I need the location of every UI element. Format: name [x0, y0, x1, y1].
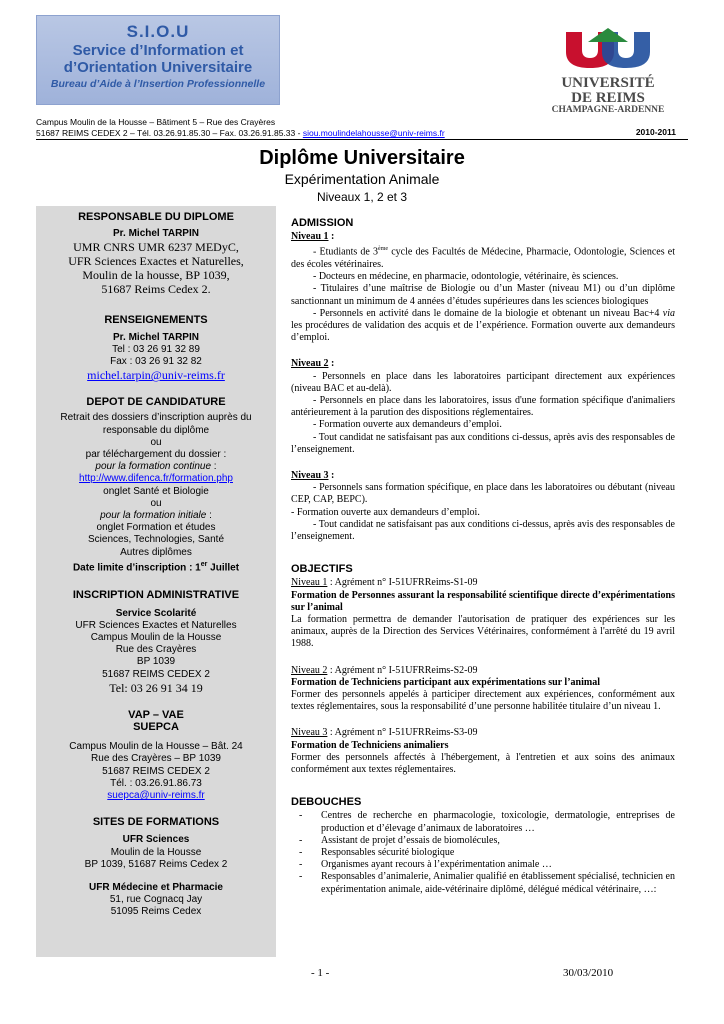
admission-n2-a2: - Personnels en place dans les laboratoires, issus d'une formation spécifique d'animaliers antérieurement à la parution des dispositions réglementaires. — [291, 394, 675, 419]
page-subtitle: Expérimentation Animale — [284, 171, 440, 187]
depot-l10: Sciences, Technologies, Santé — [87, 534, 224, 546]
objectif-2-title: Formation de Techniciens participant aux expérimentations sur l’animal — [291, 676, 600, 688]
sites-l6: 51095 Reims Cedex — [110, 906, 202, 918]
admission-heading: ADMISSION — [291, 217, 354, 229]
depot-l9: onglet Formation et études — [96, 522, 216, 534]
objectif-3-title: Formation de Techniciens animaliers — [291, 739, 449, 751]
inscription-heading: INSCRIPTION ADMINISTRATIVE — [72, 589, 240, 602]
debouche-text: Assistant de projet d’essais de biomolécules, — [321, 834, 500, 846]
vap-heading-2: SUEPCA — [133, 721, 179, 734]
vap-l1: Campus Moulin de la Housse – Bât. 24 — [69, 741, 243, 753]
level-1-label: Niveau 1 — [291, 231, 329, 243]
renseignements-tel: Tel : 03 26 91 32 89 — [112, 343, 200, 355]
depot-l11: Autres diplômes — [120, 546, 192, 558]
obj-1-agr: : Agrément n° I-51UFRReims-S1-09 — [327, 577, 478, 589]
siou-email-link[interactable]: siou.moulindelahousse@univ-reims.fr — [302, 128, 445, 138]
depot-heading: DEPOT DE CANDIDATURE — [86, 396, 226, 409]
vap-heading-1: VAP – VAE — [128, 708, 184, 721]
objectif-1-title: Formation de Personnes assurant la responsabilité scientifique directe d’expérimentations sur l’animal — [291, 589, 675, 613]
objectif-1-text: La formation permettra de demander l'autorisation de pratiquer des expériences sur les animaux, auprès de la Direction des Services Vétérinaires, conformément à l'arrêté du 19 avril 1988. — [291, 614, 675, 650]
n1-a4-via: via — [662, 307, 675, 319]
depot-l2: responsable du diplôme — [102, 424, 210, 436]
debouche-text: Responsables d’animalerie, Animalier qualifié en établissement spécialisé, technicien en expérimentation animale, aide-vétérinaire diplômé, délégué médical vétérinaire, …: — [321, 871, 675, 895]
responsable-name: Pr. Michel TARPIN — [113, 228, 199, 240]
university-logo — [543, 28, 673, 113]
page-levels: Niveaux 1, 2 et 3 — [316, 190, 408, 204]
renseignements-heading: RENSEIGNEMENTS — [104, 314, 208, 327]
address-line-1: Campus Moulin de la Housse – Bâtiment 5 – Rue des Crayères — [36, 117, 276, 127]
sites-l3: BP 1039, 51687 Reims Cedex 2 — [84, 858, 228, 870]
objectif-3-agrement — [291, 727, 675, 739]
admission-n1-label: Niveau 1 : — [291, 231, 335, 243]
objectifs-heading: OBJECTIFS — [291, 563, 353, 576]
page-title: Diplôme Universitaire — [259, 147, 465, 169]
banner-line-2: Service d’Information et — [72, 42, 244, 59]
banner-acronym: S.I.O.U — [126, 22, 190, 41]
inscription-l2: UFR Sciences Exactes et Naturelles — [75, 619, 237, 631]
logo-line-1: UNIVERSITÉ — [561, 75, 655, 91]
admission-n3-a2: - Formation ouverte aux demandeurs d’emploi. — [291, 506, 480, 518]
list-item: - Responsables sécurité biologique — [299, 847, 455, 859]
main-content — [291, 213, 675, 896]
list-item: - Assistant de projet d’essais de biomolécules, — [299, 834, 500, 846]
admission-n2-a1: - Personnels en place dans les laboratoires participant directement aux expériences (niveau BAC et au-delà). — [291, 370, 675, 394]
sites-l4: UFR Médecine et Pharmacie — [89, 882, 223, 894]
sites-l1: UFR Sciences — [122, 834, 190, 846]
deadline-text: Date limite d’inscription : 1 — [72, 562, 201, 574]
n1-a1-start: - Etudiants de 3 — [313, 246, 379, 258]
level-3-label: Niveau 3 — [291, 469, 329, 481]
deadline-month: Juillet — [207, 562, 240, 574]
banner-line-3: d’Orientation Universitaire — [63, 59, 253, 76]
responsable-l1: UMR CNRS UMR 6237 MEDyC, — [73, 240, 239, 255]
depot-continue: pour la formation continue — [95, 461, 212, 473]
obj-3-agr: : Agrément n° I-51UFRReims-S3-09 — [327, 727, 478, 739]
admission-n3-a3: - Tout candidat ne satisfaisant pas aux conditions ci-dessus, après avis des responsables de l’enseignement. — [291, 518, 675, 542]
n1-a1-end: cycle des Facultés de Médecine, Pharmacie, Odontologie, Sciences et des écoles vétérinaires. — [291, 246, 675, 270]
depot-colon-2: : — [206, 510, 212, 522]
inscription-l6: 51687 REIMS CEDEX 2 — [102, 668, 210, 680]
page-number: - 1 - — [311, 967, 330, 979]
inscription-l4: Rue des Crayères — [115, 644, 197, 656]
address-line-2 — [36, 128, 445, 139]
debouches-heading: DEBOUCHES — [291, 796, 362, 809]
obj-1-level: Niveau 1 — [291, 577, 328, 589]
inscription-l7: Tel: 03 26 91 34 19 — [109, 680, 203, 695]
depot-l7: ou — [150, 497, 162, 509]
banner-line-4: Bureau d’Aide à l’Insertion Professionnelle — [50, 78, 266, 90]
sites-heading: SITES DE FORMATIONS — [92, 816, 220, 829]
depot-l4: par téléchargement du dossier : — [85, 449, 227, 461]
renseignements-fax: Fax : 03 26 91 32 82 — [110, 356, 202, 368]
responsable-l2: UFR Sciences Exactes et Naturelles, — [68, 254, 244, 269]
depot-l8 — [36, 510, 276, 522]
admission-n1-a2: - Docteurs en médecine, en pharmacie, odontologie, vétérinaire, ès sciences. — [313, 271, 619, 283]
responsable-l4: 51687 Reims Cedex 2. — [101, 282, 211, 297]
objectif-3-text: Former des personnels affectés à l'hébergement, à l'entretien et aux soins des animaux conformément aux textes réglementaires. — [291, 751, 675, 776]
admission-n1-a1 — [291, 243, 675, 271]
depot-initiale: pour la formation initiale — [100, 510, 207, 522]
depot-deadline — [36, 559, 276, 575]
responsable-heading: RESPONSABLE DU DIPLOME — [78, 211, 234, 223]
n1-a4-end: les procédures de validation des acquis et de l’expérience. Formation ouverte aux demandeurs d’emploi. — [291, 319, 675, 344]
academic-year: 2010-2011 — [635, 127, 676, 137]
obj-2-agr: : Agrément n° I-51UFRReims-S2-09 — [327, 664, 478, 676]
admission-n1-a4 — [291, 308, 675, 345]
objectif-1-agrement — [291, 577, 675, 589]
debouche-text: Responsables sécurité biologique — [321, 847, 455, 859]
responsable-l3: Moulin de la housse, BP 1039, — [82, 268, 230, 283]
n1-a1-sup: ème — [378, 246, 389, 253]
vap-l2: Rue des Crayères – BP 1039 — [91, 753, 221, 765]
inscription-l3: Campus Moulin de la Housse — [90, 632, 222, 643]
deadline-sup: er — [200, 560, 208, 568]
logo-line-2: DE REIMS — [571, 90, 645, 106]
depot-l6: onglet Santé et Biologie — [103, 485, 209, 497]
depot-l3: ou — [150, 436, 162, 448]
university-emblem-icon — [558, 28, 658, 70]
objectif-2-text: Former des personnels appelés à participer directement aux expériences, conformément aux textes réglementaires, sous la responsabilité d’une personne habilitée titulaire d’un niveau 1. — [291, 689, 675, 713]
footer-date: 30/03/2010 — [563, 967, 614, 979]
list-item: - Organismes ayant recours à l’expérimentation animale … — [299, 859, 552, 871]
vap-l4: Tél. : 03.26.91.86.73 — [110, 777, 202, 789]
sites-l5: 51, rue Cognacq Jay — [109, 894, 203, 906]
renseignements-name: Pr. Michel TARPIN — [113, 331, 199, 343]
depot-l5 — [36, 461, 276, 473]
obj-3-level: Niveau 3 — [291, 727, 328, 739]
siou-banner — [36, 15, 280, 105]
header-divider — [36, 139, 688, 140]
info-sidebar — [36, 206, 276, 957]
vap-l3: 51687 REIMS CEDEX 2 — [102, 765, 210, 777]
depot-l1: Retrait des dossiers d’inscription auprès du — [60, 412, 252, 424]
sites-l2: Moulin de la Housse — [110, 846, 202, 858]
debouche-text: Centres de recherche en pharmacologie, toxicologie, dermatologie, entreprises de production et d’élevage d’animaux de laboratoires … — [321, 810, 675, 834]
header-address — [36, 117, 445, 139]
admission-n1-a3: - Titulaires d’une maîtrise de Biologie ou d’un Master (niveau M1) ou d’un diplôme sanctionnant un minimum de 4 années d’études supérieures dans les sciences biologiques — [291, 283, 675, 307]
suepca-email-link[interactable]: suepca@univ-reims.fr — [107, 790, 205, 802]
objectif-2-agrement — [291, 665, 675, 677]
admission-n2-a4: - Tout candidat ne satisfaisant pas aux conditions ci-dessus, après avis des responsables de l’enseignement. — [291, 431, 675, 455]
list-item: - Centres de recherche en pharmacologie, toxicologie, dermatologie, entreprises de production et d’élevage d’animaux de laboratoires … — [299, 810, 675, 834]
admission-n2-a3: - Formation ouverte aux demandeurs d’emploi. — [313, 419, 502, 431]
n1-a4-start: - Personnels en activité dans le domaine de la biologie et obtenant un niveau Bac+4 — [313, 307, 663, 319]
logo-line-3: CHAMPAGNE-ARDENNE — [551, 105, 665, 115]
inscription-l5: BP 1039 — [136, 656, 176, 668]
obj-2-level: Niveau 2 — [291, 664, 328, 676]
debouche-text: Organismes ayant recours à l’expérimentation animale … — [321, 859, 552, 871]
admission-n2-label: Niveau 2 : — [291, 358, 335, 370]
tarpin-email-link[interactable]: michel.tarpin@univ-reims.fr — [87, 368, 225, 383]
list-item: - Responsables d’animalerie, Animalier qualifié en établissement spécialisé, technicien en expérimentation animale, aide-vétérinaire diplômé, délégué médical vétérinaire, …: — [299, 871, 675, 895]
difenca-link[interactable]: http://www.difenca.fr/formation.php — [79, 473, 233, 485]
level-2-label: Niveau 2 — [291, 358, 329, 370]
admission-n3-label: Niveau 3 : — [291, 469, 335, 481]
depot-colon: : — [211, 461, 217, 473]
inscription-l1: Service Scolarité — [115, 607, 197, 619]
address-contact: 51687 REIMS CEDEX 2 – Tél. 03.26.91.85.30 – Fax. 03.26.91.85.33 - — [36, 128, 303, 138]
admission-n3-a1: - Personnels sans formation spécifique, en place dans les laboratoires ou débutant (niveau CEP, CAP, BEPC). — [291, 482, 675, 506]
